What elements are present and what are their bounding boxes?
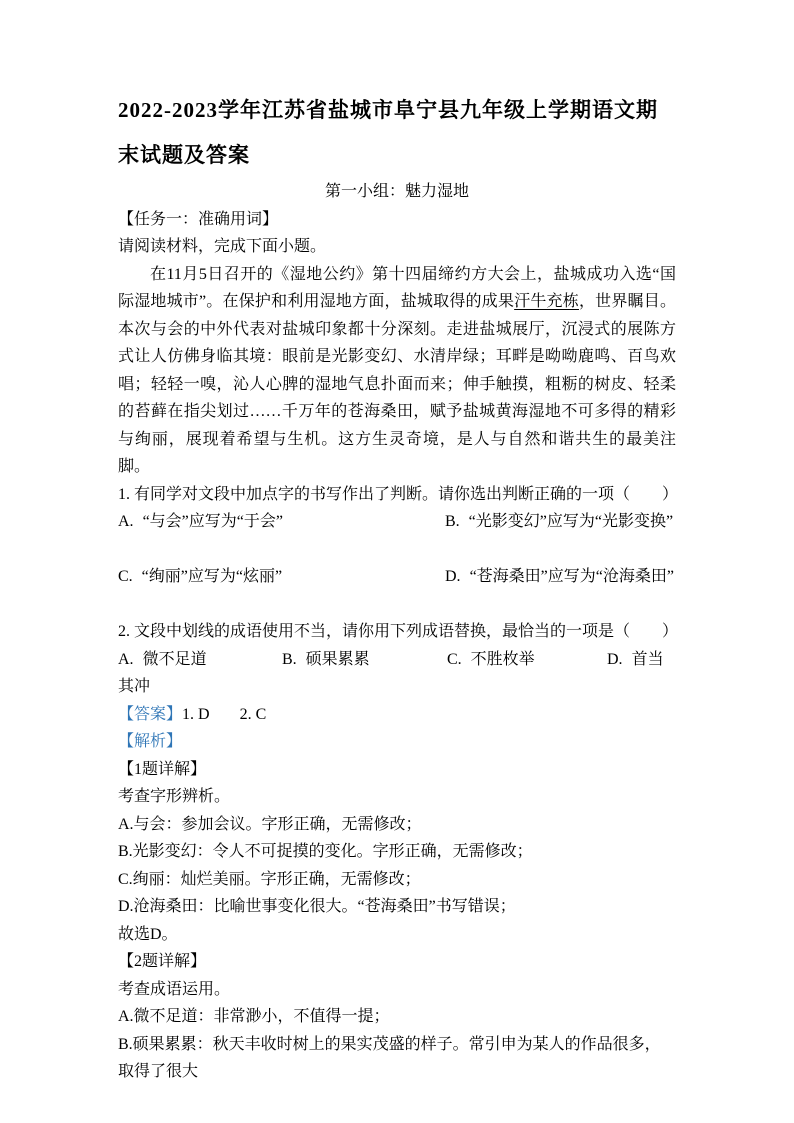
option-d-label: D. bbox=[445, 568, 461, 585]
passage-text-after: ，世界瞩目。本次与会的中外代表对盐城印象都十分深刻。走进盐城展厅，沉浸式的展陈方式让人仿佛身临其境：眼前是光影变幻、水清岸绿；耳畔是呦呦鹿鸣、百鸟欢唱；轻轻一嗅，沁人心脾的湿地气息扑面而来；伸手触摸，粗粝的树皮、轻柔的苔藓在指尖划过……千万年的苍海桑田，赋予盐城黄海湿地不可多得的精彩与绚丽，展现着希望与生机。这方生灵奇境，是人与自然和谐共生的最美注脚。 bbox=[118, 293, 676, 475]
detail-1-line: A.与会：参加会议。字形正确，无需修改； bbox=[118, 815, 422, 833]
option-c-label: C. bbox=[118, 568, 133, 585]
question-2-option-a bbox=[118, 646, 282, 674]
option-b-text: 硕果累累 bbox=[305, 650, 370, 668]
detail-2-line: A.微不足道：非常渺小，不值得一提； bbox=[118, 1008, 390, 1025]
answer-item-1: 1. D bbox=[182, 705, 210, 723]
option-c-text: 不胜枚举 bbox=[470, 650, 535, 668]
option-a-text: “与会”应写为“于会” bbox=[142, 513, 283, 530]
question-1-options-row-2 bbox=[118, 563, 676, 591]
intro-text: 请阅读材料，完成下面小题。 bbox=[118, 238, 327, 255]
question-2-stem: 2. 文段中划线的成语使用不当，请你用下列成语替换，最恰当的一项是（ ） bbox=[118, 623, 679, 640]
section-heading: 第一小组：魅力湿地 bbox=[324, 183, 469, 200]
task-label: 【任务一：准确用词】 bbox=[118, 210, 279, 228]
detail-1-line: 故选D。 bbox=[118, 925, 178, 943]
reading-passage bbox=[118, 261, 676, 481]
option-b-label: B. bbox=[445, 513, 460, 530]
question-1-stem: 1. 有同学对文段中加点字的书写作出了判断。请你选出判断正确的一项（ ） bbox=[118, 485, 679, 503]
option-b-text: “光影变幻”应写为“光影变换” bbox=[468, 513, 674, 530]
detail-2-line: B.硕果累累：秋天丰收时树上的果实茂盛的样子。常引申为某人的作品很多，取得了很大 bbox=[118, 1035, 661, 1080]
option-d-label: D. bbox=[607, 650, 623, 668]
detail-1-line: D.沧海桑田：比喻世事变化很大。“苍海桑田”书写错误； bbox=[118, 898, 516, 915]
document-title: 2022-2023学年江苏省盐城市阜宁县九年级上学期语文期末试题及答案 bbox=[118, 98, 658, 167]
passage-underlined-idiom: 汗牛充栋 bbox=[514, 293, 579, 310]
question-1-options-row-1 bbox=[118, 508, 676, 536]
detail-1-heading: 【1题详解】 bbox=[118, 760, 207, 778]
answer-item-2: 2. C bbox=[239, 705, 267, 723]
detail-2-line: 考查成语运用。 bbox=[118, 980, 231, 998]
detail-1-line: C.绚丽：灿烂美丽。字形正确，无需修改； bbox=[118, 870, 421, 888]
question-1-option-a bbox=[118, 508, 445, 536]
option-c-text: “绚丽”应写为“炫丽” bbox=[141, 568, 283, 585]
detail-1-line: 考查字形辨析。 bbox=[118, 788, 231, 805]
option-b-label: B. bbox=[282, 650, 297, 668]
question-2-option-c bbox=[447, 646, 607, 674]
question-1-option-b bbox=[445, 508, 673, 536]
question-2-options-row bbox=[118, 646, 676, 701]
option-a-text: 微不足道 bbox=[142, 650, 207, 668]
blank-line bbox=[118, 591, 676, 619]
question-1-option-d bbox=[445, 563, 674, 591]
analysis-label: 【解析】 bbox=[118, 733, 183, 750]
option-c-label: C. bbox=[447, 650, 462, 668]
passage-text-before: 在11月5日召开的《湿地公约》第十四届缔约方大会上，盐城成功入选“国际湿地城市”。在保护和利用湿地方面，盐城取得的成果 bbox=[118, 265, 676, 310]
option-d-text: 首当其冲 bbox=[118, 650, 664, 695]
detail-2-heading: 【2题详解】 bbox=[118, 953, 207, 970]
answer-line bbox=[118, 701, 676, 729]
question-1-option-c bbox=[118, 563, 445, 591]
document-content bbox=[118, 0, 679, 1086]
option-a-label: A. bbox=[118, 650, 134, 668]
option-a-label: A. bbox=[118, 513, 134, 530]
option-d-text: “苍海桑田”应写为“沧海桑田” bbox=[469, 568, 674, 585]
question-2-option-b bbox=[282, 646, 447, 674]
answer-label: 【答案】 bbox=[118, 705, 183, 723]
blank-line bbox=[118, 536, 676, 564]
detail-1-line: B.光影变幻：令人不可捉摸的变化。字形正确，无需修改； bbox=[118, 843, 533, 860]
